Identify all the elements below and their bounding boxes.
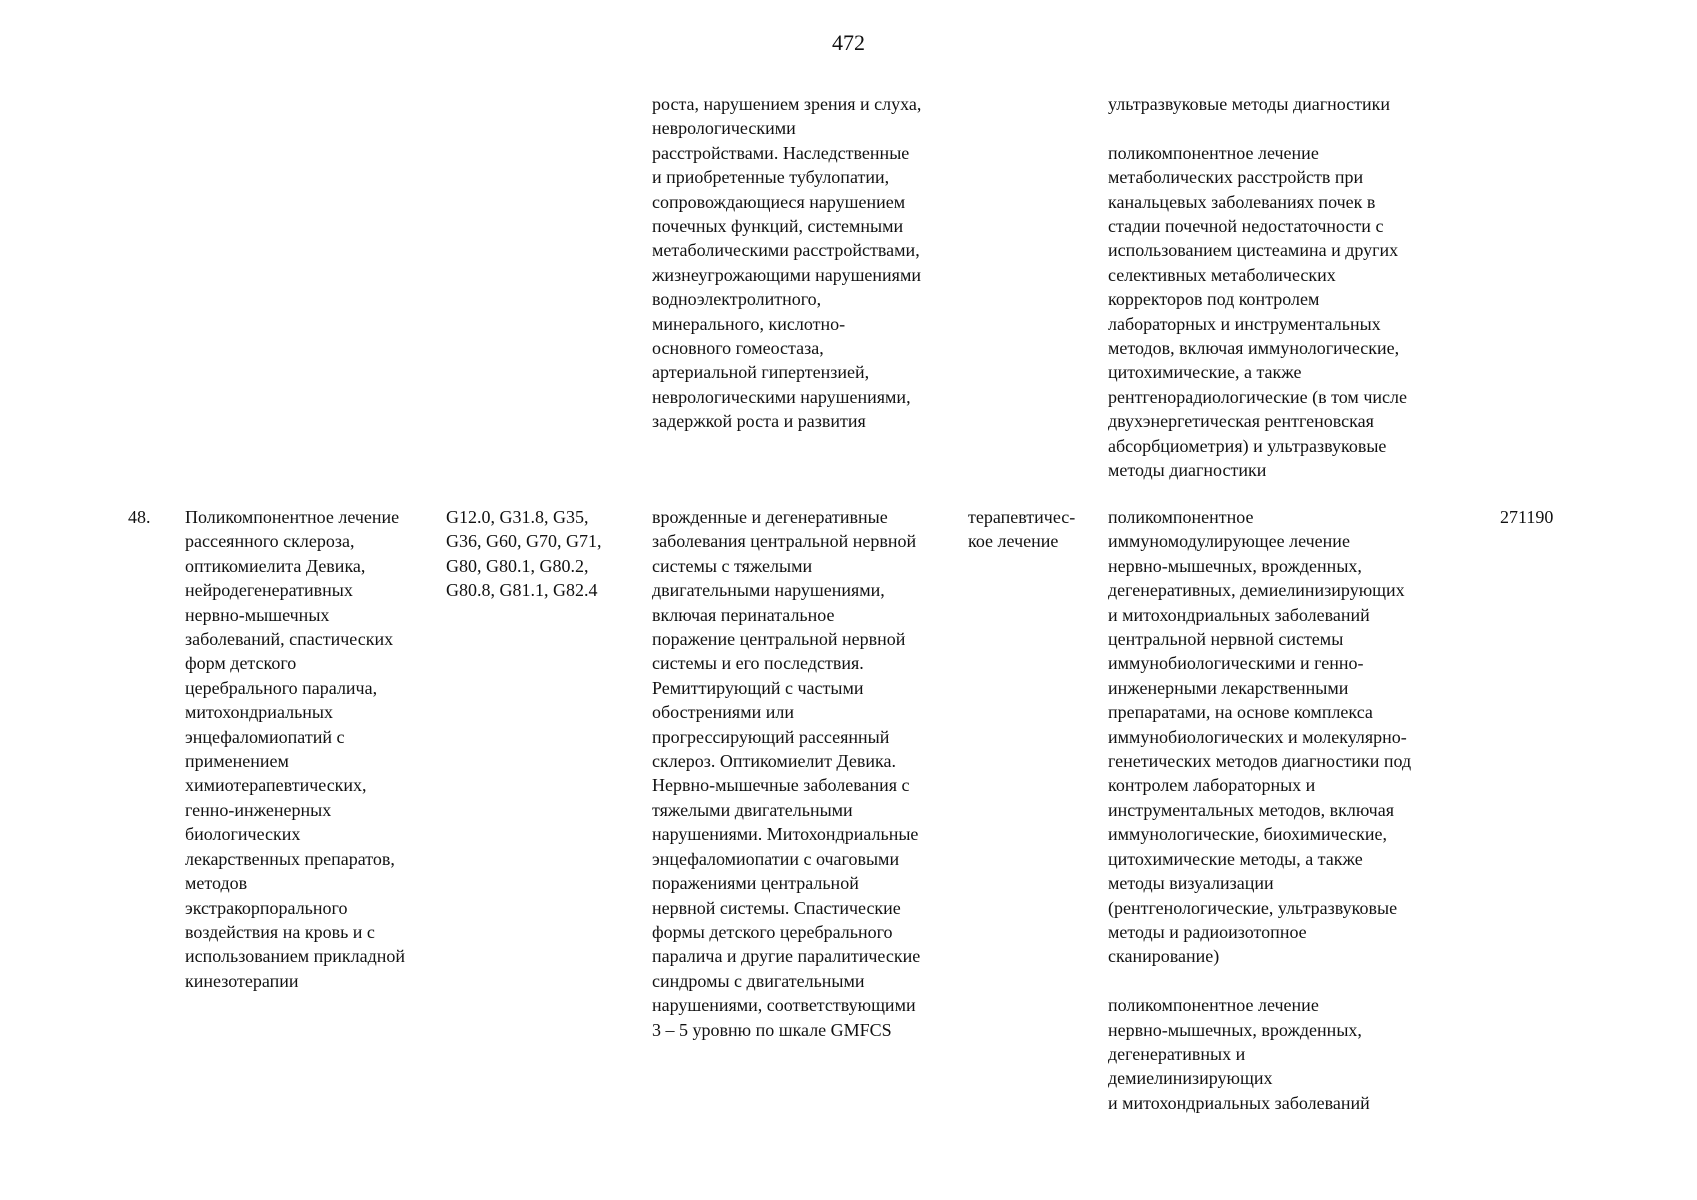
icd-codes: G12.0, G31.8, G35, G36, G60, G70, G71, G80, G80.1, G80.2, G80.8, G81.1, G82.4	[446, 507, 602, 601]
patient-model-diagnosis: врожденные и дегенеративные заболевания центральной нервной системы с тяжелыми двигательными нарушениями, включая перинатальное поражение центральной нервной системы и его последствия. Ремиттирующий с частыми обострениями или прогрессирующий рассеянный склероз. Оптикомиелит Девика. Нервно-мышечные заболевания с тяжелыми двигательными нарушениями. Митохондриальные энцефаломиопатии с очаговыми поражениями центральной нервной системы. Спастические формы детского церебрального паралича и другие паралитические синдромы с двигательными нарушениями, соответствующими 3 – 5 уровню по шкале GMFCS	[652, 507, 921, 1040]
care-type-name: Поликомпонентное лечение рассеянного склероза, оптикомиелита Девика, нейродегенеративных нервно-мышечных заболеваний, спастических форм детского церебрального паралича, митохондриальных энцефаломиопатий с применением химиотерапевтических, генно-инженерных биологических лекарственных препаратов, методов экстракорпорального воздействия на кровь и с использованием прикладной кинезотерапии	[185, 507, 406, 991]
continuation-method-cell: ультразвуковые методы диагностики поликомпонентное лечение метаболических расстройств при канальцевых заболеваниях почек в стадии почечной недостаточности с использованием цистеамина и других селективных метаболических корректоров под контролем лабораторных и инструментальных методов, включая иммунологические, цитохимические, а также рентгенорадиологические (в том числе двухэнергетическая рентгеновская абсорбциометрия) и ультразвуковые методы диагностики	[1108, 94, 1407, 481]
page-number: 472	[832, 30, 865, 55]
row-number: 48.	[128, 507, 151, 527]
continuation-diagnosis-cell: роста, нарушением зрения и слуха, неврологическими расстройствами. Наследственные и приобретенные тубулопатии, сопровождающиеся нарушением почечных функций, системными метаболическими расстройствами, жизнеугрожающими нарушениями водноэлектролитного, минерального, кислотно- основного гомеостаза, артериальной гипертензией, неврологическими нарушениями, задержкой роста и развития	[652, 94, 922, 432]
treatment-method: поликомпонентное иммуномодулирующее лечение нервно-мышечных, врожденных, дегенеративных, демиелинизирующих и митохондриальных заболеваний центральной нервной системы иммунобиологическими и генно- инженерными лекарственными препаратами, на основе комплекса иммунобиологических и молекулярно- генетических методов диагностики под контролем лабораторных и инструментальных методов, включая иммунологические, биохимические, цитохимические методы, а также методы визуализации (рентгенологические, ультразвуковые методы и радиоизотопное сканирование) поликомпонентное лечение нервно-мышечных, врожденных, дегенеративных и демиелинизирующих и митохондриальных заболеваний	[1108, 507, 1412, 1113]
cost-value: 271190	[1500, 507, 1554, 527]
treatment-type: терапевтичес- кое лечение	[968, 507, 1076, 552]
